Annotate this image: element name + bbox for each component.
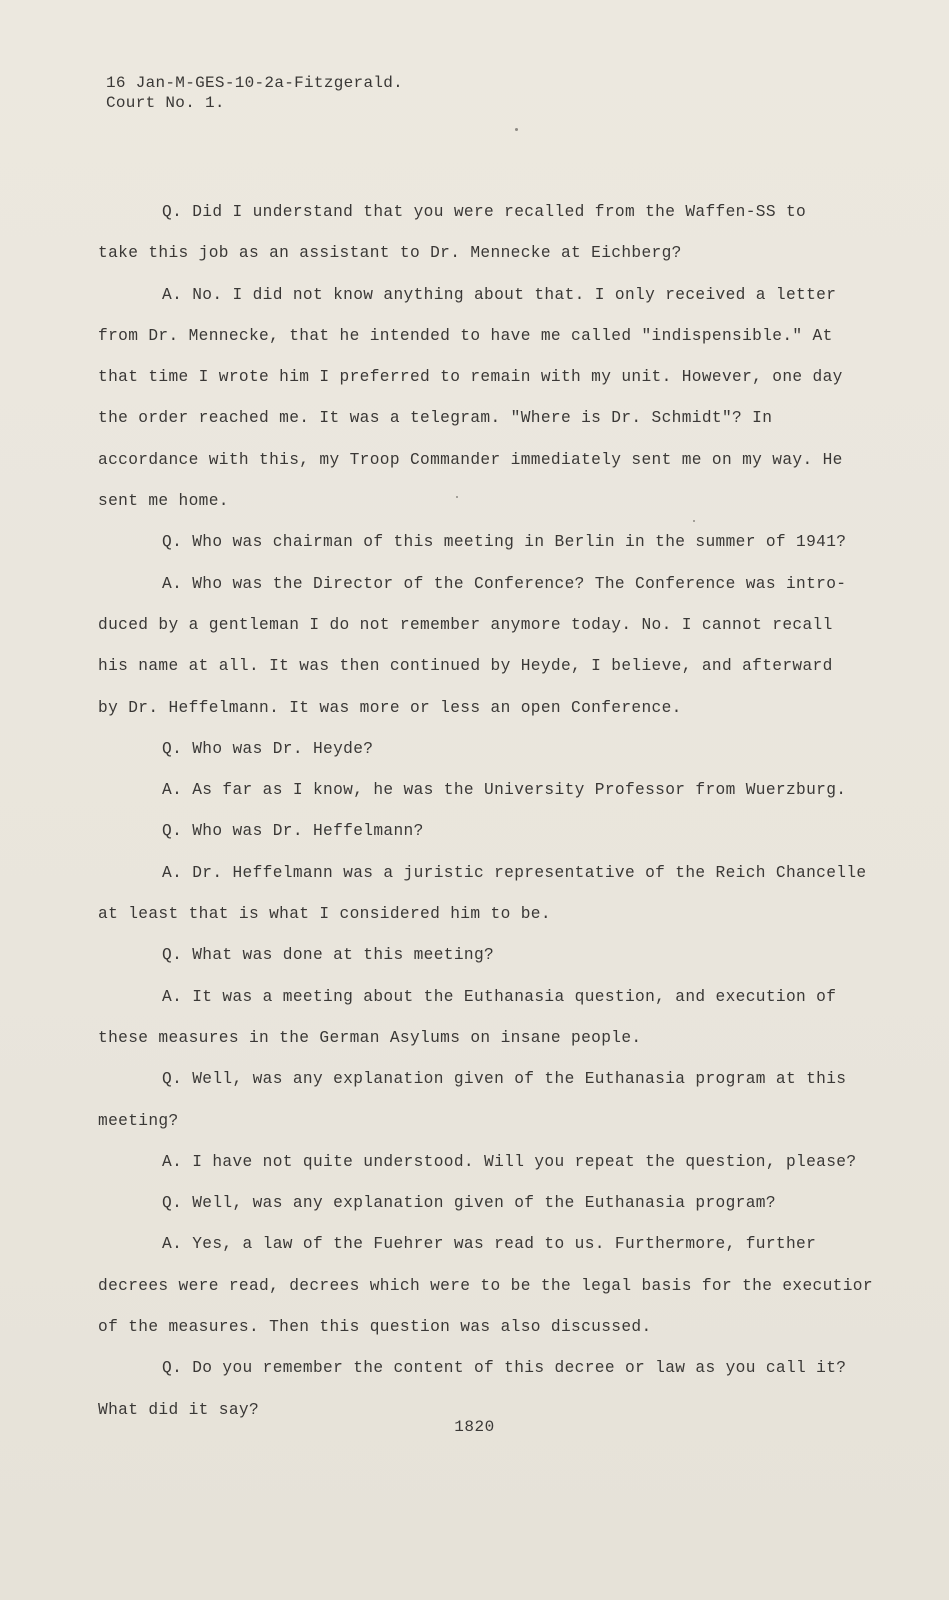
transcript-line: Q. Who was Dr. Heffelmann? (162, 822, 424, 841)
paper-speck (456, 496, 458, 498)
transcript-line: A. Yes, a law of the Fuehrer was read to us. Furthermore, further (162, 1235, 817, 1254)
transcript-line: decrees were read, decrees which were to be the legal basis for the executior (98, 1276, 873, 1295)
transcript-line: A. Who was the Director of the Conference? The Conference was intro- (162, 574, 847, 593)
transcript-line: by Dr. Heffelmann. It was more or less an open Conference. (98, 698, 682, 717)
transcript-line: Q. Who was Dr. Heyde? (162, 739, 374, 758)
transcript-line: Q. Who was chairman of this meeting in Berlin in the summer of 1941? (162, 533, 847, 552)
header-reference: 16 Jan-M-GES-10-2a-Fitzgerald. (106, 74, 404, 92)
header-court: Court No. 1. (106, 94, 225, 112)
paper-speck (693, 520, 695, 522)
transcript-line: from Dr. Mennecke, that he intended to have me called "indispensible." At (98, 326, 833, 345)
paper-speck (515, 128, 518, 131)
transcript-line: meeting? (98, 1111, 179, 1130)
transcript-line: sent me home. (98, 492, 229, 511)
transcript-line: What did it say? (98, 1400, 260, 1419)
transcript-line: that time I wrote him I preferred to remain with my unit. However, one day (98, 368, 843, 387)
transcript-line: A. I have not quite understood. Will you repeat the question, please? (162, 1152, 857, 1171)
transcript-line: A. As far as I know, he was the University Professor from Wuerzburg. (162, 781, 847, 800)
document-header (106, 73, 403, 113)
transcript-line: duced by a gentleman I do not remember anymore today. No. I cannot recall (98, 615, 833, 634)
transcript-line: his name at all. It was then continued by Heyde, I believe, and afterward (98, 657, 833, 676)
transcript-line: these measures in the German Asylums on insane people. (98, 1028, 642, 1047)
transcript-line: at least that is what I considered him to be. (98, 905, 551, 924)
transcript-line: Q. Well, was any explanation given of the Euthanasia program at this (162, 1070, 847, 1089)
transcript-body (98, 192, 888, 1431)
transcript-line: Q. Well, was any explanation given of the Euthanasia program? (162, 1194, 776, 1213)
transcript-line: Q. What was done at this meeting? (162, 946, 495, 965)
transcript-line: the order reached me. It was a telegram. "Where is Dr. Schmidt"? In (98, 409, 773, 428)
transcript-line: A. Dr. Heffelmann was a juristic representative of the Reich Chancelle (162, 863, 867, 882)
transcript-line: of the measures. Then this question was also discussed. (98, 1318, 652, 1337)
page-number: 1820 (454, 1418, 495, 1436)
transcript-line: Q. Do you remember the content of this decree or law as you call it? (162, 1359, 847, 1378)
transcript-line: Q. Did I understand that you were recalled from the Waffen-SS to (162, 203, 807, 221)
transcript-line: A. No. I did not know anything about that. I only received a letter (162, 285, 837, 304)
transcript-line: A. It was a meeting about the Euthanasia question, and execution of (162, 987, 837, 1006)
transcript-line: take this job as an assistant to Dr. Mennecke at Eichberg? (98, 244, 682, 263)
transcript-line: accordance with this, my Troop Commander immediately sent me on my way. He (98, 450, 843, 469)
